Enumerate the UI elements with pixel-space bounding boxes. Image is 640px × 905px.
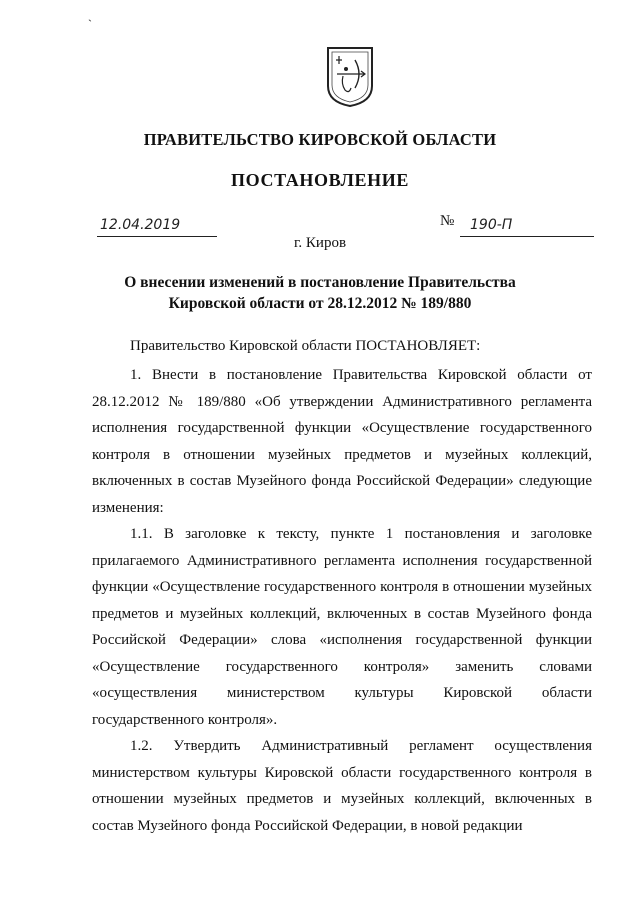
intro-paragraph: Правительство Кировской области ПОСТАНОВЛЯЕТ:	[130, 338, 481, 354]
subject-line-2: Кировской области от 28.12.2012 № 189/880	[168, 295, 472, 312]
document-type-title: ПОСТАНОВЛЕНИЕ	[231, 170, 409, 190]
paragraph-1-2: 1.2. Утвердить Административный регламент осуществления министерством культуры Кировской области государственного контроля в отношении музейных предметов и музейных коллекций, включенных в состав Музейного фонда Российской Федерации, в новой редакции	[92, 738, 592, 834]
number-value: 190-П	[470, 217, 513, 233]
number-sign: №	[440, 213, 455, 229]
date-value: 12.04.2019	[100, 217, 181, 233]
paragraph-1: 1. Внести в постановление Правительства Кировской области от 28.12.2012 № 189/880 «Об утверждении Административного регламента исполнения государственной функции «Осуществление государственного контроля в отношении музейных предметов и музейных коллекций, включенных в состав Музейного фонда Российской Федерации» следующие изменения:	[92, 367, 592, 516]
margin-mark: ˋ	[88, 17, 92, 31]
paragraph-1-1: 1.1. В заголовке к тексту, пункте 1 постановления и заголовке прилагаемого Административного регламента исполнения государственной функции «Осуществление государственного контроля в отношении музейных предметов и музейных коллекций, включенных в состав Музейного фонда Российской Федерации» слова «исполнения государственной функции «Осуществление государственного контроля» заменить словами «осуществления министерством культуры Кировской области государственного контроля».	[92, 526, 592, 728]
city-label: г. Киров	[293, 235, 347, 251]
coat-of-arms-emblem	[325, 46, 375, 108]
subject-line-1: О внесении изменений в постановление Правительства	[124, 274, 516, 291]
government-title: ПРАВИТЕЛЬСТВО КИРОВСКОЙ ОБЛАСТИ	[143, 130, 497, 149]
subject-heading	[0, 272, 640, 314]
